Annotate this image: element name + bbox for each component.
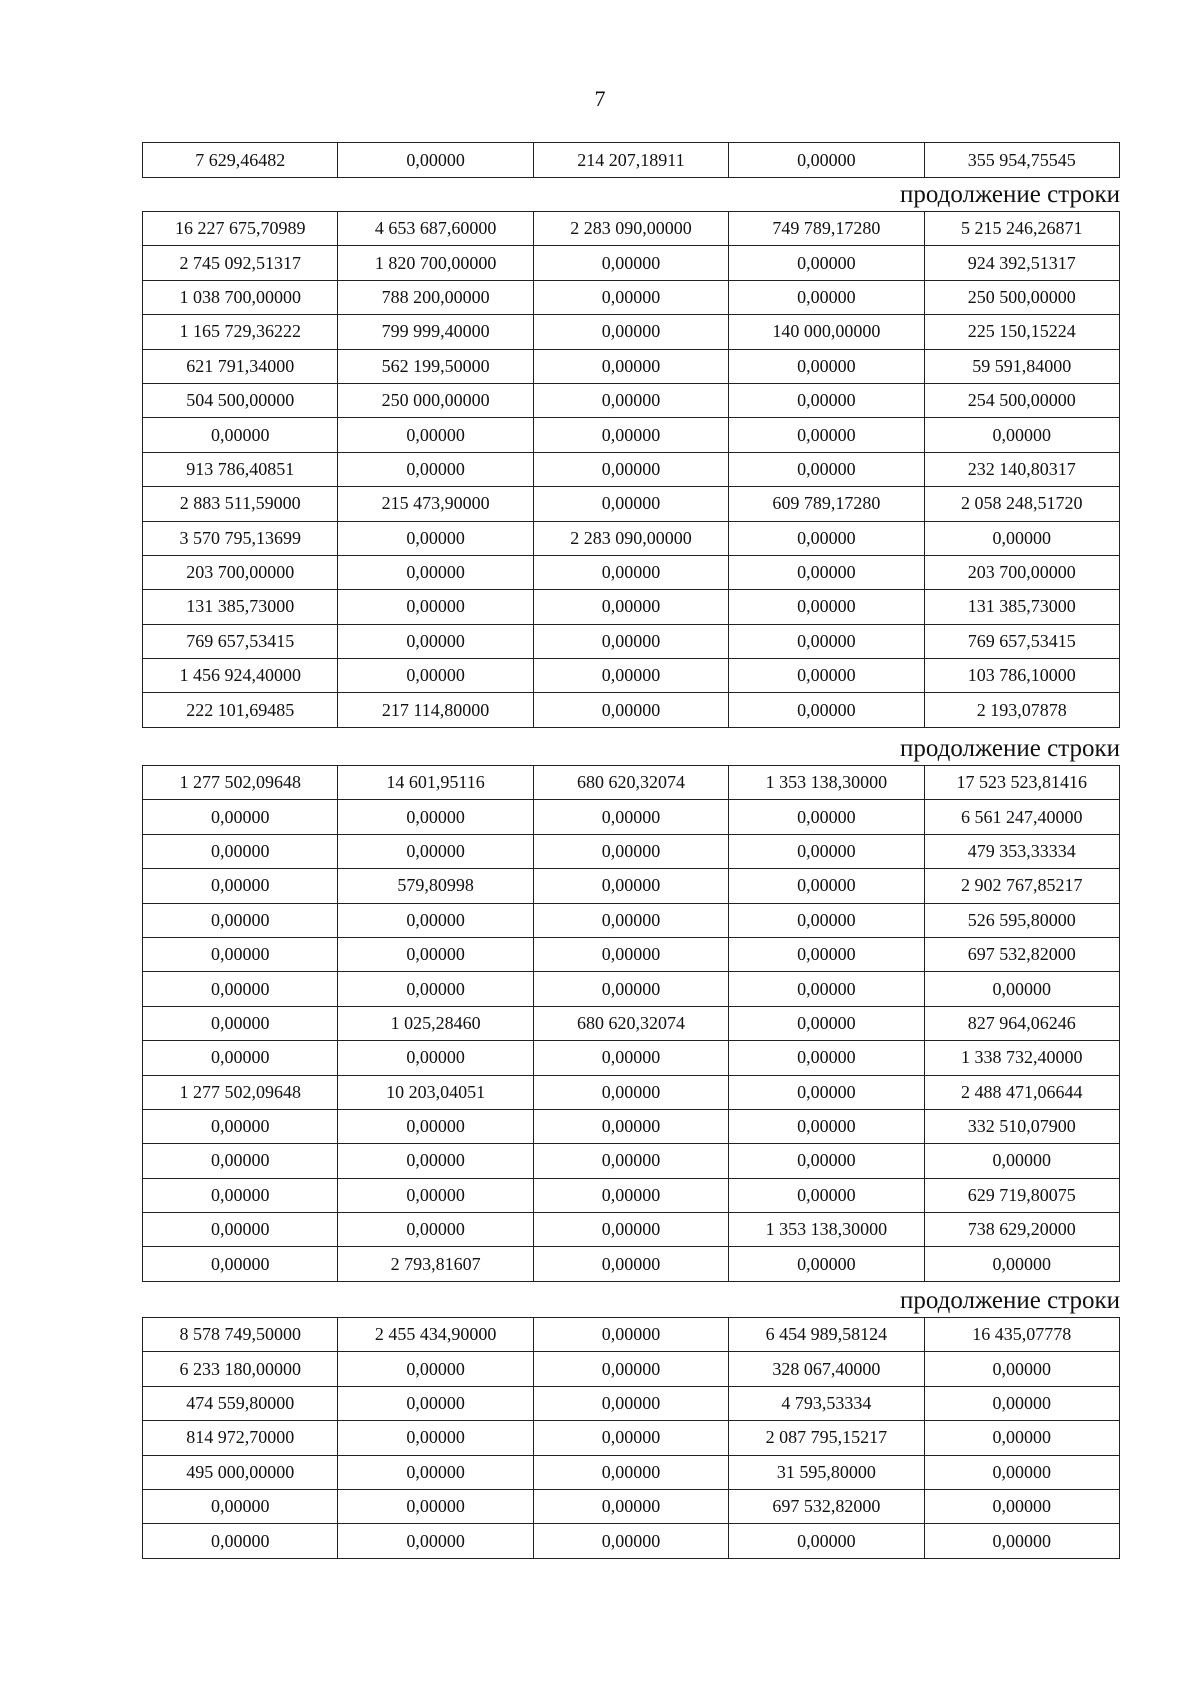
table-cell: 0,00000 (533, 590, 728, 624)
table-cell: 0,00000 (338, 1144, 533, 1178)
table-row (143, 383, 1120, 417)
table-cell: 0,00000 (143, 1109, 338, 1143)
table-cell: 131 385,73000 (924, 590, 1119, 624)
table-row (143, 590, 1120, 624)
table-cell: 0,00000 (533, 1144, 728, 1178)
table-cell: 254 500,00000 (924, 383, 1119, 417)
table-cell: 0,00000 (533, 972, 728, 1006)
table-cell: 738 629,20000 (924, 1213, 1119, 1247)
table-row (143, 1144, 1120, 1178)
table-row (143, 487, 1120, 521)
table-cell: 0,00000 (338, 590, 533, 624)
table-cell: 0,00000 (729, 972, 924, 1006)
table-cell: 0,00000 (533, 1524, 728, 1558)
table-row (143, 834, 1120, 868)
table-cell: 250 000,00000 (338, 383, 533, 417)
table-cell: 0,00000 (533, 1247, 728, 1281)
table-cell: 1 456 924,40000 (143, 659, 338, 693)
table-cell: 0,00000 (533, 937, 728, 971)
table-block-1 (142, 142, 1120, 178)
table-cell: 0,00000 (143, 1041, 338, 1075)
table-cell: 7 629,46482 (143, 143, 338, 178)
table-cell: 0,00000 (533, 659, 728, 693)
table-cell: 0,00000 (533, 383, 728, 417)
table-cell: 0,00000 (533, 1421, 728, 1455)
table-row (143, 315, 1120, 349)
table-cell: 1 353 138,30000 (729, 1213, 924, 1247)
table-cell: 2 283 090,00000 (533, 212, 728, 246)
table-cell: 0,00000 (729, 1109, 924, 1143)
table-block-2 (142, 179, 1120, 728)
data-table (142, 765, 1120, 1282)
table-cell: 131 385,73000 (143, 590, 338, 624)
table-cell: 250 500,00000 (924, 280, 1119, 314)
table-cell: 0,00000 (729, 555, 924, 589)
table-cell: 0,00000 (338, 1455, 533, 1489)
table-cell: 328 067,40000 (729, 1352, 924, 1386)
table-cell: 0,00000 (533, 800, 728, 834)
table-cell: 0,00000 (729, 246, 924, 280)
table-row (143, 624, 1120, 658)
table-cell: 1 338 732,40000 (924, 1041, 1119, 1075)
table-cell: 0,00000 (338, 972, 533, 1006)
table-cell: 5 215 246,26871 (924, 212, 1119, 246)
table-row (143, 521, 1120, 555)
table-cell: 479 353,33334 (924, 834, 1119, 868)
table-cell: 2 455 434,90000 (338, 1318, 533, 1352)
table-cell: 0,00000 (729, 800, 924, 834)
table-row (143, 1489, 1120, 1523)
table-cell: 0,00000 (729, 1247, 924, 1281)
table-cell: 0,00000 (143, 1489, 338, 1523)
table-cell: 0,00000 (338, 521, 533, 555)
table-cell: 0,00000 (143, 937, 338, 971)
table-row (143, 1421, 1120, 1455)
table-cell: 0,00000 (924, 1421, 1119, 1455)
table-row (143, 1178, 1120, 1212)
table-cell: 0,00000 (338, 418, 533, 452)
table-cell: 0,00000 (729, 1144, 924, 1178)
table-cell: 0,00000 (143, 800, 338, 834)
table-cell: 0,00000 (338, 1489, 533, 1523)
table-row (143, 972, 1120, 1006)
table-cell: 0,00000 (729, 590, 924, 624)
table-cell: 0,00000 (729, 1006, 924, 1040)
table-cell: 0,00000 (338, 659, 533, 693)
table-cell: 0,00000 (338, 1352, 533, 1386)
table-cell: 31 595,80000 (729, 1455, 924, 1489)
continuation-heading: продолжение строки (899, 1287, 1120, 1314)
table-row (143, 1109, 1120, 1143)
table-cell: 0,00000 (924, 1386, 1119, 1420)
table-cell: 0,00000 (143, 903, 338, 937)
table-cell: 2 193,07878 (924, 693, 1119, 727)
table-cell: 0,00000 (729, 521, 924, 555)
table-cell: 0,00000 (338, 903, 533, 937)
table-cell: 222 101,69485 (143, 693, 338, 727)
table-cell: 629 719,80075 (924, 1178, 1119, 1212)
table-cell: 913 786,40851 (143, 452, 338, 486)
table-cell: 0,00000 (143, 1006, 338, 1040)
table-cell: 621 791,34000 (143, 349, 338, 383)
table-cell: 697 532,82000 (924, 937, 1119, 971)
table-row (143, 1213, 1120, 1247)
table-cell: 0,00000 (729, 143, 924, 178)
table-cell: 1 025,28460 (338, 1006, 533, 1040)
continuation-heading: продолжение строки (899, 735, 1120, 762)
table-cell: 59 591,84000 (924, 349, 1119, 383)
table-cell: 579,80998 (338, 869, 533, 903)
table-row (143, 280, 1120, 314)
table-cell: 0,00000 (338, 1213, 533, 1247)
table-cell: 10 203,04051 (338, 1075, 533, 1109)
table-cell: 0,00000 (533, 624, 728, 658)
table-row (143, 1318, 1120, 1352)
table-cell: 2 793,81607 (338, 1247, 533, 1281)
table-cell: 0,00000 (533, 1455, 728, 1489)
table-cell: 0,00000 (924, 418, 1119, 452)
table-cell: 2 488 471,06644 (924, 1075, 1119, 1109)
table-cell: 0,00000 (533, 487, 728, 521)
table-cell: 8 578 749,50000 (143, 1318, 338, 1352)
table-cell: 225 150,15224 (924, 315, 1119, 349)
table-cell: 0,00000 (729, 624, 924, 658)
table-cell: 0,00000 (729, 280, 924, 314)
table-cell: 0,00000 (338, 1524, 533, 1558)
table-cell: 0,00000 (143, 418, 338, 452)
table-cell: 1 165 729,36222 (143, 315, 338, 349)
table-cell: 2 745 092,51317 (143, 246, 338, 280)
table-row (143, 1455, 1120, 1489)
table-cell: 0,00000 (143, 1144, 338, 1178)
table-cell: 0,00000 (533, 834, 728, 868)
page-number: 7 (594, 86, 606, 111)
table-cell: 0,00000 (924, 972, 1119, 1006)
table-cell: 0,00000 (729, 418, 924, 452)
table-cell: 0,00000 (143, 1524, 338, 1558)
table-cell: 474 559,80000 (143, 1386, 338, 1420)
table-cell: 2 902 767,85217 (924, 869, 1119, 903)
table-cell: 0,00000 (338, 452, 533, 486)
table-cell: 0,00000 (533, 1075, 728, 1109)
table-row (143, 869, 1120, 903)
table-cell: 215 473,90000 (338, 487, 533, 521)
table-cell: 0,00000 (533, 869, 728, 903)
table-cell: 214 207,18911 (533, 143, 728, 178)
table-cell: 0,00000 (338, 1041, 533, 1075)
table-cell: 0,00000 (338, 1386, 533, 1420)
table-cell: 0,00000 (533, 280, 728, 314)
table-row (143, 800, 1120, 834)
table-cell: 0,00000 (729, 1075, 924, 1109)
table-cell: 827 964,06246 (924, 1006, 1119, 1040)
table-row (143, 143, 1120, 178)
table-cell: 0,00000 (924, 1455, 1119, 1489)
table-cell: 0,00000 (924, 1247, 1119, 1281)
table-cell: 0,00000 (143, 1213, 338, 1247)
table-cell: 0,00000 (533, 903, 728, 937)
table-row (143, 1006, 1120, 1040)
table-cell: 2 283 090,00000 (533, 521, 728, 555)
table-cell: 0,00000 (924, 1524, 1119, 1558)
table-cell: 799 999,40000 (338, 315, 533, 349)
table-cell: 6 233 180,00000 (143, 1352, 338, 1386)
table-cell: 0,00000 (533, 1109, 728, 1143)
table-cell: 1 038 700,00000 (143, 280, 338, 314)
table-cell: 17 523 523,81416 (924, 766, 1119, 800)
table-cell: 526 595,80000 (924, 903, 1119, 937)
table-cell: 16 227 675,70989 (143, 212, 338, 246)
table-cell: 4 793,53334 (729, 1386, 924, 1420)
table-cell: 0,00000 (338, 624, 533, 658)
table-cell: 0,00000 (729, 452, 924, 486)
table-cell: 0,00000 (533, 349, 728, 383)
table-cell: 0,00000 (338, 800, 533, 834)
table-cell: 0,00000 (338, 1109, 533, 1143)
table-cell: 0,00000 (143, 1178, 338, 1212)
table-cell: 769 657,53415 (924, 624, 1119, 658)
table-cell: 1 820 700,00000 (338, 246, 533, 280)
table-cell: 0,00000 (729, 1178, 924, 1212)
table-cell: 1 353 138,30000 (729, 766, 924, 800)
table-row (143, 555, 1120, 589)
table-cell: 2 087 795,15217 (729, 1421, 924, 1455)
table-row (143, 693, 1120, 727)
table-cell: 203 700,00000 (924, 555, 1119, 589)
table-cell: 0,00000 (533, 452, 728, 486)
table-cell: 0,00000 (338, 937, 533, 971)
table-cell: 562 199,50000 (338, 349, 533, 383)
table-cell: 0,00000 (338, 834, 533, 868)
table-cell: 0,00000 (143, 869, 338, 903)
table-row (143, 452, 1120, 486)
table-cell: 680 620,32074 (533, 1006, 728, 1040)
table-cell: 16 435,07778 (924, 1318, 1119, 1352)
table-cell: 0,00000 (533, 1178, 728, 1212)
table-cell: 0,00000 (143, 1247, 338, 1281)
table-block-3 (142, 733, 1120, 1282)
table-cell: 1 277 502,09648 (143, 766, 338, 800)
data-table (142, 1317, 1120, 1559)
table-cell: 0,00000 (924, 521, 1119, 555)
table-cell: 0,00000 (338, 555, 533, 589)
table-cell: 0,00000 (924, 1144, 1119, 1178)
table-cell: 495 000,00000 (143, 1455, 338, 1489)
table-cell: 749 789,17280 (729, 212, 924, 246)
table-cell: 0,00000 (338, 143, 533, 178)
table-cell: 203 700,00000 (143, 555, 338, 589)
table-cell: 0,00000 (729, 659, 924, 693)
table-cell: 0,00000 (729, 693, 924, 727)
table-cell: 0,00000 (533, 1352, 728, 1386)
table-cell: 0,00000 (533, 693, 728, 727)
table-cell: 0,00000 (533, 246, 728, 280)
table-cell: 14 601,95116 (338, 766, 533, 800)
table-cell: 103 786,10000 (924, 659, 1119, 693)
table-cell: 0,00000 (533, 1386, 728, 1420)
table-cell: 140 000,00000 (729, 315, 924, 349)
table-cell: 0,00000 (924, 1352, 1119, 1386)
table-row (143, 937, 1120, 971)
table-row (143, 1075, 1120, 1109)
table-cell: 6 561 247,40000 (924, 800, 1119, 834)
table-cell: 0,00000 (143, 972, 338, 1006)
table-cell: 1 277 502,09648 (143, 1075, 338, 1109)
table-cell: 0,00000 (533, 1318, 728, 1352)
table-cell: 504 500,00000 (143, 383, 338, 417)
data-table (142, 211, 1120, 728)
table-row (143, 246, 1120, 280)
table-cell: 0,00000 (338, 1178, 533, 1212)
table-cell: 0,00000 (533, 418, 728, 452)
table-cell: 814 972,70000 (143, 1421, 338, 1455)
table-cell: 0,00000 (729, 1041, 924, 1075)
table-row (143, 1041, 1120, 1075)
table-row (143, 1524, 1120, 1558)
table-cell: 924 392,51317 (924, 246, 1119, 280)
table-cell: 3 570 795,13699 (143, 521, 338, 555)
table-cell: 0,00000 (729, 869, 924, 903)
table-cell: 4 653 687,60000 (338, 212, 533, 246)
table-cell: 0,00000 (533, 555, 728, 589)
table-cell: 0,00000 (729, 383, 924, 417)
table-cell: 0,00000 (533, 1213, 728, 1247)
table-cell: 0,00000 (533, 315, 728, 349)
table-cell: 0,00000 (143, 834, 338, 868)
table-row (143, 1247, 1120, 1281)
continuation-heading: продолжение строки (899, 181, 1120, 208)
table-cell: 0,00000 (924, 1489, 1119, 1523)
table-cell: 0,00000 (729, 834, 924, 868)
table-cell: 332 510,07900 (924, 1109, 1119, 1143)
table-cell: 609 789,17280 (729, 487, 924, 521)
table-cell: 2 883 511,59000 (143, 487, 338, 521)
table-cell: 788 200,00000 (338, 280, 533, 314)
data-table (142, 142, 1120, 178)
table-row (143, 659, 1120, 693)
table-row (143, 1386, 1120, 1420)
table-cell: 217 114,80000 (338, 693, 533, 727)
table-block-4 (142, 1285, 1120, 1559)
table-row (143, 349, 1120, 383)
table-row (143, 766, 1120, 800)
table-row (143, 903, 1120, 937)
table-cell: 6 454 989,58124 (729, 1318, 924, 1352)
table-row (143, 212, 1120, 246)
table-cell: 0,00000 (338, 1421, 533, 1455)
table-cell: 0,00000 (729, 937, 924, 971)
table-cell: 0,00000 (729, 903, 924, 937)
table-row (143, 1352, 1120, 1386)
table-cell: 2 058 248,51720 (924, 487, 1119, 521)
table-cell: 697 532,82000 (729, 1489, 924, 1523)
table-cell: 0,00000 (533, 1489, 728, 1523)
table-cell: 680 620,32074 (533, 766, 728, 800)
table-cell: 355 954,75545 (924, 143, 1119, 178)
table-cell: 0,00000 (533, 1041, 728, 1075)
table-cell: 232 140,80317 (924, 452, 1119, 486)
table-cell: 0,00000 (729, 1524, 924, 1558)
table-cell: 769 657,53415 (143, 624, 338, 658)
table-row (143, 418, 1120, 452)
table-cell: 0,00000 (729, 349, 924, 383)
